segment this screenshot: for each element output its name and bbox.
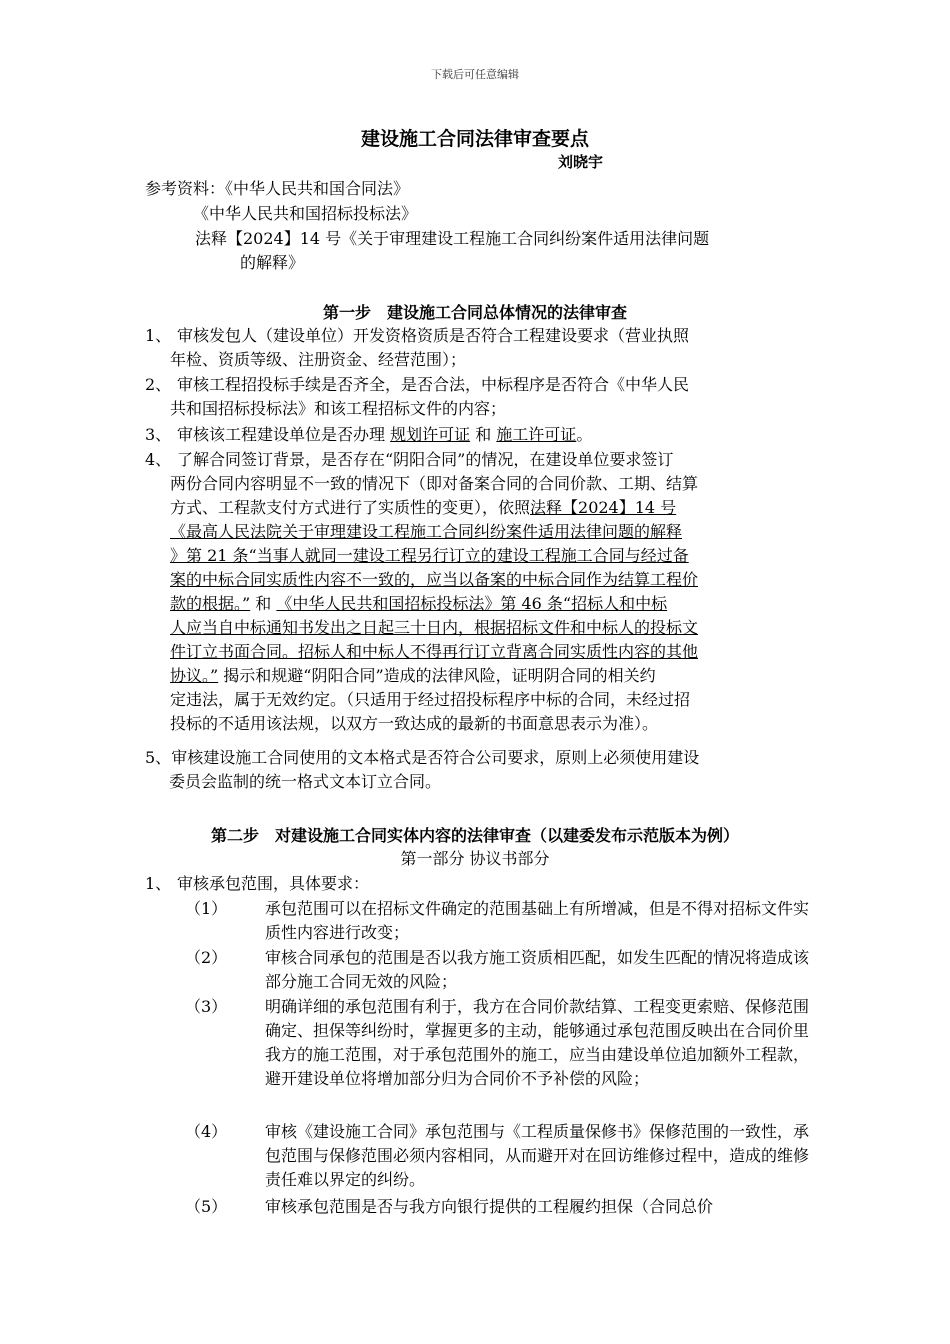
sub-item xyxy=(185,995,810,1091)
sub-item-number: （5） xyxy=(185,1197,228,1216)
item-text: 委员会监制的统一格式文本订立合同。 xyxy=(169,772,442,791)
legal-citation: 《最高人民法院关于审理建设工程施工合同纠纷案件适用法律问题的解释 xyxy=(170,522,683,541)
sub-item-text: 审核《建设施工合同》承包范围与《工程质量保修书》保修范围的一致性，承包范围与保修范围必须内容相同，从而避开对在回访维修过程中，造成的维修责任难以界定的纠纷。 xyxy=(265,1122,810,1189)
author-name: 刘晓宇 xyxy=(558,153,604,171)
sub-item-number: （1） xyxy=(185,899,228,918)
item-text: 审核该工程建设单位是否办理 xyxy=(177,425,391,444)
item-text: 审核承包范围，具体要求： xyxy=(177,874,370,893)
list-item xyxy=(145,448,810,736)
item-text: 共和国招标投标法》和该工程招标文件的内容； xyxy=(170,399,507,418)
item-text: 方式、工程款支付方式进行了实质性的变更），依照 xyxy=(170,498,531,517)
sub-item-text: 审核承包范围是否与我方向银行提供的工程履约担保（合同总价 xyxy=(265,1197,714,1216)
sub-item-number: （2） xyxy=(185,948,228,967)
item-text: 。 xyxy=(576,425,593,444)
list-item xyxy=(145,423,810,447)
item-text: 投标的不适用该法规，以双方一致达成的最新的书面意思表示为准）。 xyxy=(170,714,659,733)
legal-citation: 件订立书面合同。招标人和中标人不得再行订立背离合同实质性内容的其他 xyxy=(170,642,699,661)
item-text: 两份合同内容明显不一致的情况下（即对备案合同的合同价款、工期、结算 xyxy=(170,474,699,493)
sub-item xyxy=(185,1195,810,1219)
step2-title: 第二步 对建设施工合同实体内容的法律审查（以建委发布示范版本为例） xyxy=(210,826,739,845)
item-number: 1、 xyxy=(145,326,172,345)
sub-item-number: （3） xyxy=(185,997,228,1016)
permit-link: 规划许可证 xyxy=(390,425,471,444)
reference-item: 《中华人民共和国招标投标法》 xyxy=(193,204,418,223)
item-text: 审核建设施工合同使用的文本格式是否符合公司要求，原则上必须使用建设 xyxy=(171,748,700,767)
sub-item xyxy=(185,1120,810,1192)
list-item xyxy=(145,746,810,794)
item-text: 和 xyxy=(250,594,277,613)
sub-item-text: 审核合同承包的范围是否以我方施工资质相匹配，如发生匹配的情况将造成该部分施工合同无效的风险； xyxy=(265,948,810,991)
item-number: 4、 xyxy=(145,450,172,469)
sub-item-text: 明确详细的承包范围有利于，我方在合同价款结算、工程变更索赔、保修范围确定、担保等纠纷时，掌握更多的主动，能够通过承包范围反映出在合同价里我方的施工范围，对于承包范围外的施工，应当由建设单位追加额外工程款，避开建设单位将增加部分归为合同价不予补偿的风险； xyxy=(265,997,810,1088)
sub-item-text: 承包范围可以在招标文件确定的范围基础上有所增减，但是不得对招标文件实质性内容进行改变； xyxy=(265,899,810,942)
legal-citation: 法释【2024】14 号 xyxy=(530,498,677,517)
list-item xyxy=(145,373,810,421)
legal-citation: 款的根据。” xyxy=(170,594,251,613)
item-number: 2、 xyxy=(145,375,172,394)
header-note: 下载后可任意编辑 xyxy=(431,68,519,81)
document-title: 建设施工合同法律审查要点 xyxy=(360,128,589,150)
legal-citation: 协议。” xyxy=(170,666,219,685)
item-text: 审核工程招投标手续是否齐全，是否合法，中标程序是否符合《中华人民 xyxy=(177,375,690,394)
sub-item xyxy=(185,946,810,994)
item-number: 1、 xyxy=(145,874,172,893)
sub-item xyxy=(185,897,810,945)
legal-citation: 《中华人民共和国招标投标法》第 46 条“招标人和中标 xyxy=(276,594,668,613)
list-item xyxy=(145,872,810,896)
item-text: 和 xyxy=(470,425,497,444)
item-text: 了解合同签订背景，是否存在“阴阳合同”的情况，在建设单位要求签订 xyxy=(177,450,674,469)
item-text: 揭示和规避“阴阳合同”造成的法律风险，证明阴合同的相关约 xyxy=(218,666,656,685)
sub-item-number: （4） xyxy=(185,1122,228,1141)
reference-label: 参考资料：《中华人民共和国合同法》 xyxy=(145,179,410,198)
legal-citation: 人应当自中标通知书发出之日起三十日内，根据招标文件和中标人的投标文 xyxy=(170,618,699,637)
item-text: 年检、资质等级、注册资金、经营范围）； xyxy=(170,350,467,369)
legal-citation: 案的中标合同实质性内容不一致的，应当以备案的中标合同作为结算工程价 xyxy=(170,570,699,589)
reference-text: 的解释》 xyxy=(240,253,305,272)
legal-citation: 》第 21 条“当事人就同一建设工程另行订立的建设工程施工合同与经过备 xyxy=(170,546,689,565)
step1-title: 第一步 建设施工合同总体情况的法律审查 xyxy=(322,303,627,322)
item-number: 5、 xyxy=(145,748,172,767)
item-number: 3、 xyxy=(145,425,172,444)
item-text: 定违法，属于无效约定。（只适用于经过招投标程序中标的合同，未经过招 xyxy=(170,690,691,709)
list-item xyxy=(145,324,810,372)
item-text: 审核发包人（建设单位）开发资格资质是否符合工程建设要求（营业执照 xyxy=(177,326,690,345)
part-title: 第一部分 协议书部分 xyxy=(400,849,550,868)
reference-text: 法释【2024】14 号《关于审理建设工程施工合同纠纷案件适用法律问题 xyxy=(195,229,710,248)
reference-item xyxy=(195,227,810,275)
permit-link: 施工许可证 xyxy=(496,425,577,444)
